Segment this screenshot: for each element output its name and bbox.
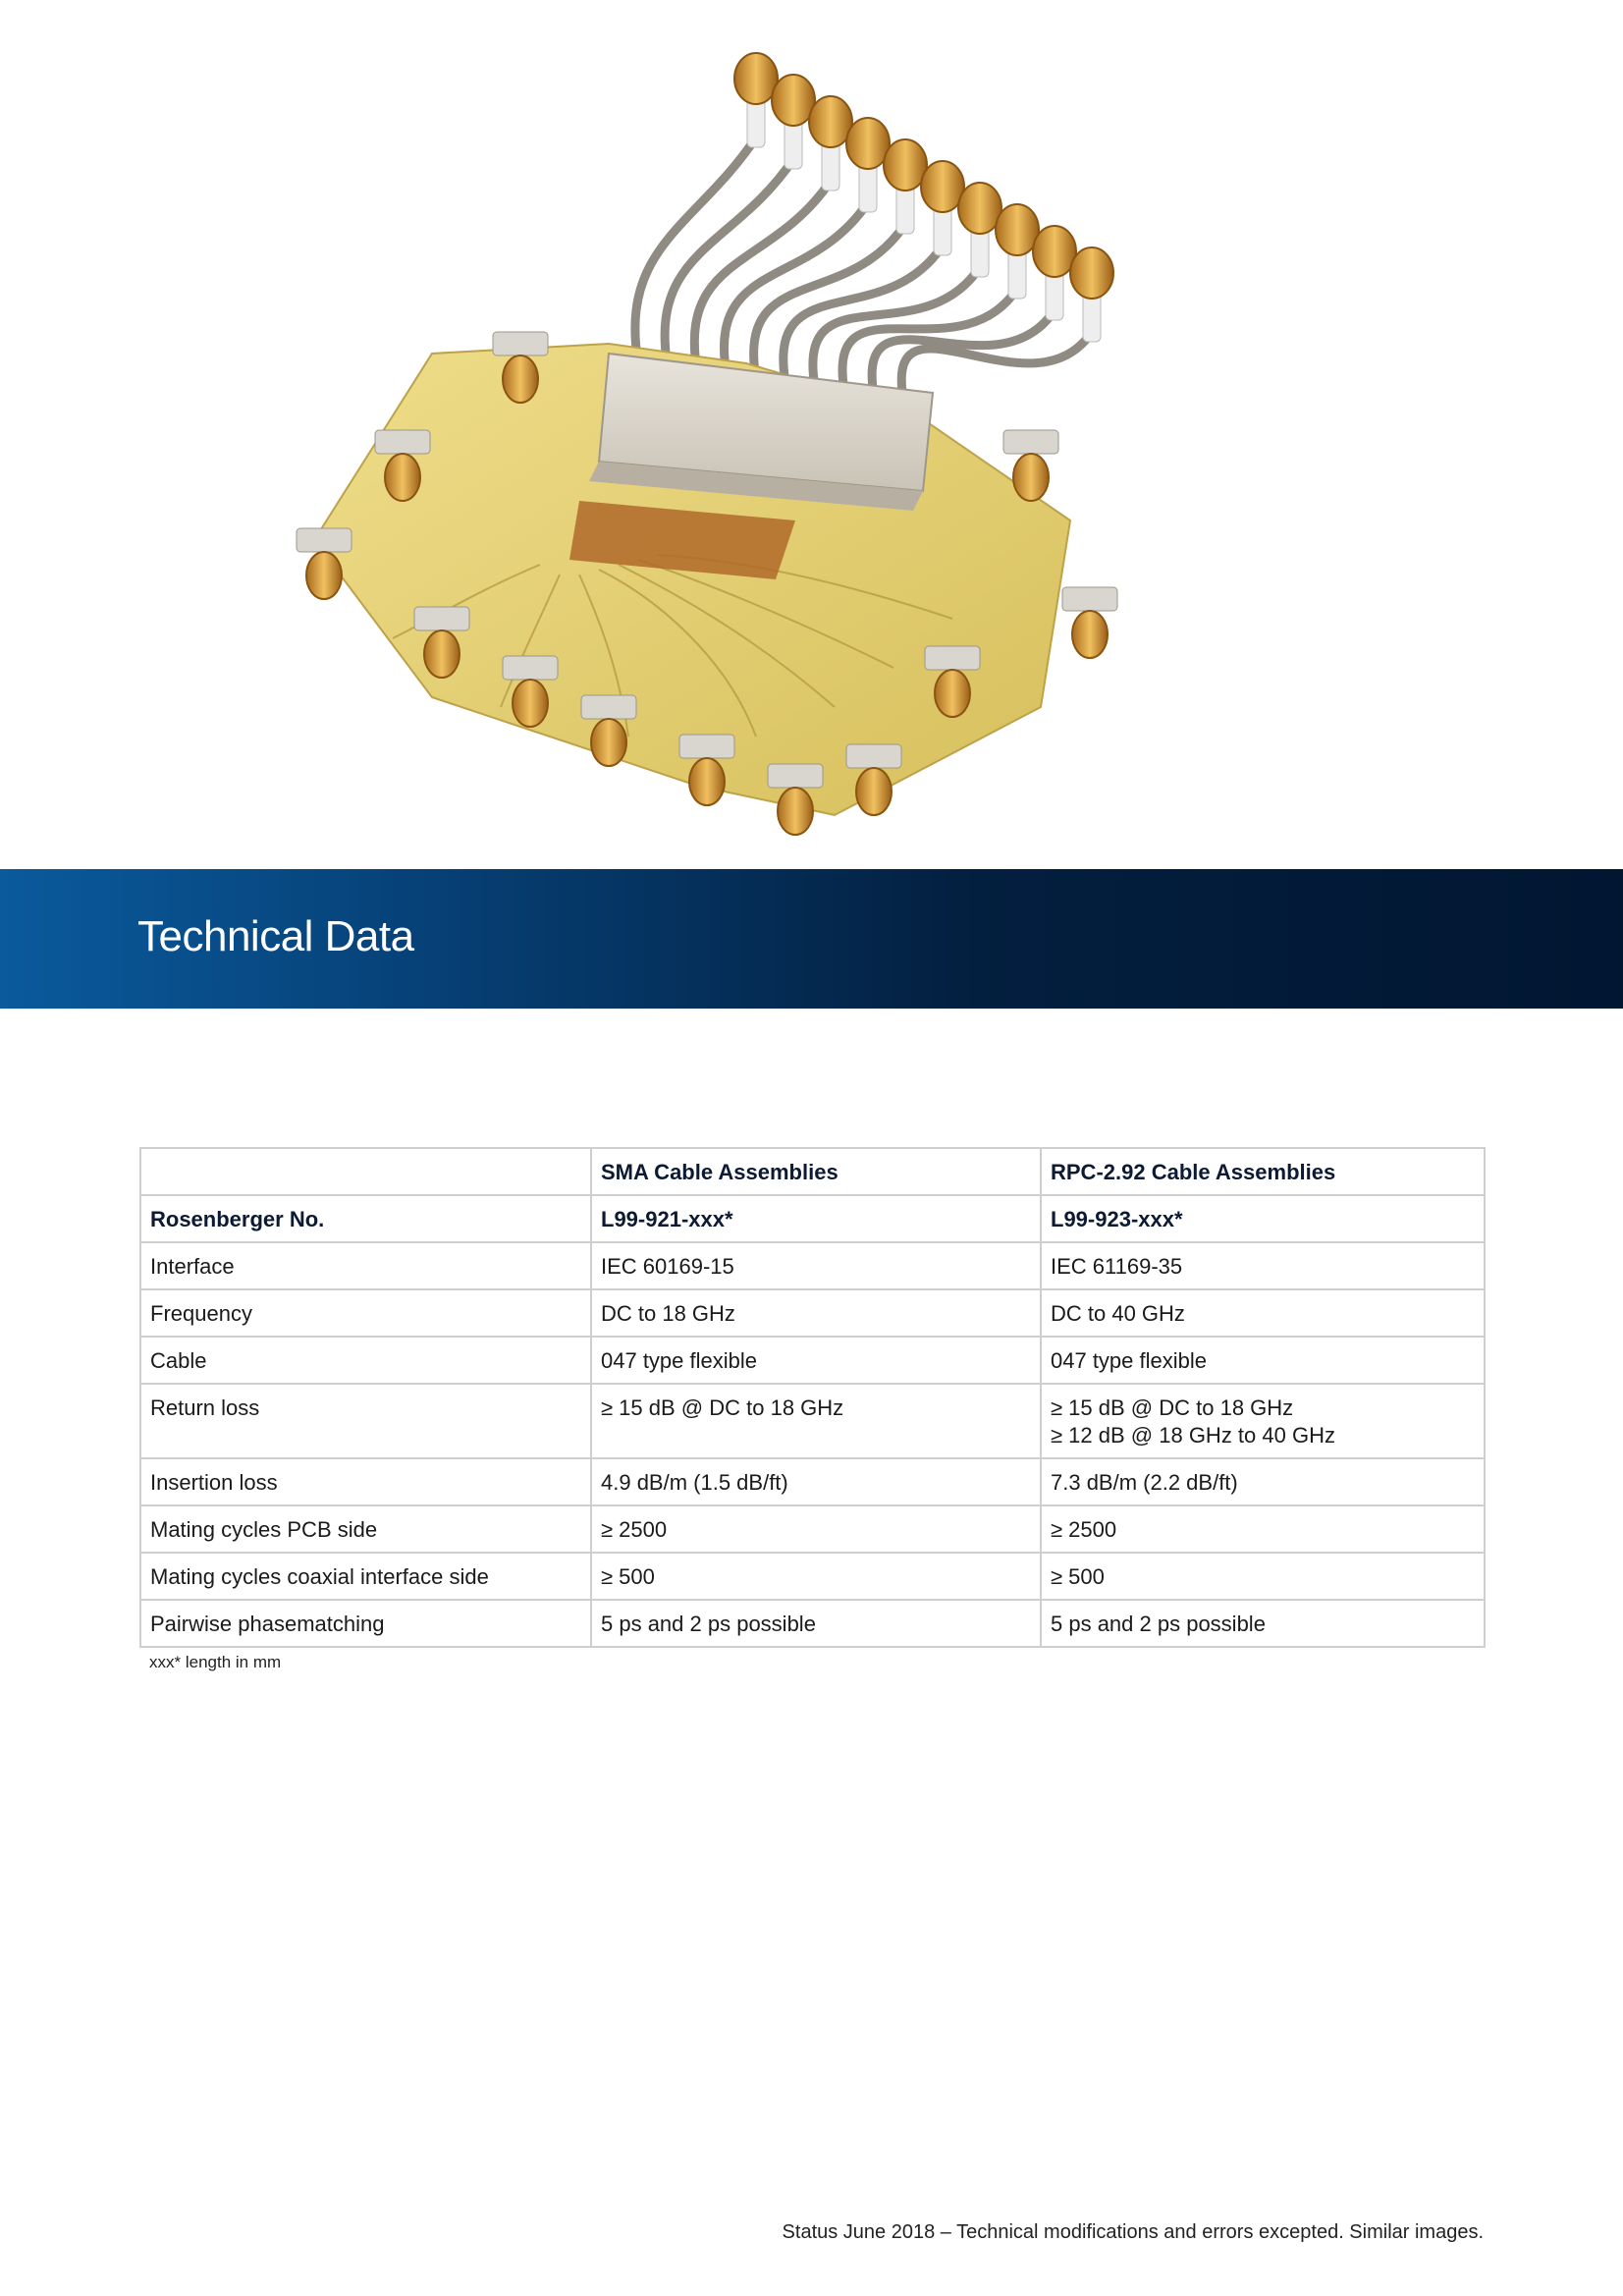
- edge-clamp: [1003, 430, 1058, 454]
- table-row: [140, 1505, 1485, 1553]
- cable-boot: [822, 141, 839, 191]
- table-row: [140, 1553, 1485, 1600]
- gold-sma-jack: [424, 630, 460, 678]
- cable-boot: [971, 228, 989, 277]
- table-footnote: xxx* length in mm: [149, 1653, 282, 1671]
- sma-value: ≥ 2500: [591, 1505, 1041, 1553]
- edge-clamp: [503, 656, 558, 680]
- part-number-sma: L99-921-xxx*: [591, 1195, 1041, 1242]
- section-banner: [0, 869, 1623, 1009]
- sma-value: IEC 60169-15: [591, 1242, 1041, 1289]
- gold-sma-jack: [513, 680, 548, 727]
- table-header-row: [140, 1148, 1485, 1195]
- table-row: [140, 1242, 1485, 1289]
- edge-clamp: [493, 332, 548, 355]
- cable-boot: [1008, 249, 1026, 299]
- header-cell-rpc: RPC-2.92 Cable Assemblies: [1041, 1148, 1485, 1195]
- sma-value: 4.9 dB/m (1.5 dB/ft): [591, 1458, 1041, 1505]
- row-label: Frequency: [140, 1289, 591, 1337]
- cable-boot: [934, 206, 951, 255]
- table-row: [140, 1600, 1485, 1647]
- gold-sma-jack: [591, 719, 626, 766]
- cable-boot: [1046, 271, 1063, 320]
- gold-sma-jack: [1072, 611, 1108, 658]
- edge-clamp: [375, 430, 430, 454]
- edge-clamp: [768, 764, 823, 788]
- edge-clamp: [1062, 587, 1117, 611]
- gold-sma-jack: [778, 788, 813, 835]
- sma-value: ≥ 500: [591, 1553, 1041, 1600]
- gold-sma-jack: [856, 768, 892, 815]
- row-label: Interface: [140, 1242, 591, 1289]
- rpc-value-line2: ≥ 12 dB @ 18 GHz to 40 GHz: [1051, 1423, 1335, 1448]
- rpc-value: ≥ 500: [1041, 1553, 1485, 1600]
- cable-bundle: [635, 53, 1113, 399]
- gold-sma-jack: [1013, 454, 1049, 501]
- cable-boot: [896, 185, 914, 234]
- edge-clamp: [679, 735, 734, 758]
- row-label: Pairwise phasematching: [140, 1600, 591, 1647]
- rpc-value: ≥ 2500: [1041, 1505, 1485, 1553]
- part-number-rpc: L99-923-xxx*: [1041, 1195, 1485, 1242]
- rpc-value: 5 ps and 2 ps possible: [1041, 1600, 1485, 1647]
- rpc-value: 047 type flexible: [1041, 1337, 1485, 1384]
- edge-clamp: [581, 695, 636, 719]
- row-label: Cable: [140, 1337, 591, 1384]
- part-number-label: Rosenberger No.: [140, 1195, 591, 1242]
- cable-boot: [747, 98, 765, 147]
- technical-data-table: [139, 1147, 1486, 1648]
- sma-value: 5 ps and 2 ps possible: [591, 1600, 1041, 1647]
- cable-boot: [1083, 293, 1101, 342]
- edge-clamp: [846, 744, 901, 768]
- table-row: [140, 1458, 1485, 1505]
- rpc-value: [1041, 1384, 1485, 1458]
- row-label: Insertion loss: [140, 1458, 591, 1505]
- row-label: Mating cycles PCB side: [140, 1505, 591, 1553]
- gold-sma-plug: [1070, 247, 1113, 299]
- sma-value: DC to 18 GHz: [591, 1289, 1041, 1337]
- row-label: Return loss: [140, 1384, 591, 1458]
- sma-value: 047 type flexible: [591, 1337, 1041, 1384]
- table-row: [140, 1289, 1485, 1337]
- section-title: Technical Data: [137, 912, 414, 960]
- gold-sma-jack: [503, 355, 538, 403]
- edge-clamp: [297, 528, 352, 552]
- gold-sma-jack: [935, 670, 970, 717]
- header-cell-empty: [140, 1148, 591, 1195]
- edge-clamp: [414, 607, 469, 630]
- rpc-value: 7.3 dB/m (2.2 dB/ft): [1041, 1458, 1485, 1505]
- cable-boot: [859, 163, 877, 212]
- gold-sma-jack: [385, 454, 420, 501]
- part-number-row: [140, 1195, 1485, 1242]
- rpc-value-line1: ≥ 15 dB @ DC to 18 GHz: [1051, 1395, 1294, 1420]
- gold-sma-jack: [689, 758, 725, 805]
- row-label: Mating cycles coaxial interface side: [140, 1553, 591, 1600]
- rpc-value: IEC 61169-35: [1041, 1242, 1485, 1289]
- header-cell-sma: SMA Cable Assemblies: [591, 1148, 1041, 1195]
- status-line: Status June 2018 – Technical modifications and errors excepted. Similar images.: [782, 2221, 1484, 2243]
- product-image: [285, 29, 1188, 854]
- edge-clamp: [925, 646, 980, 670]
- cable-boot: [784, 120, 802, 169]
- table-row: [140, 1337, 1485, 1384]
- rpc-value: DC to 40 GHz: [1041, 1289, 1485, 1337]
- gold-sma-jack: [306, 552, 342, 599]
- sma-value: ≥ 15 dB @ DC to 18 GHz: [591, 1384, 1041, 1458]
- table-row: [140, 1384, 1485, 1458]
